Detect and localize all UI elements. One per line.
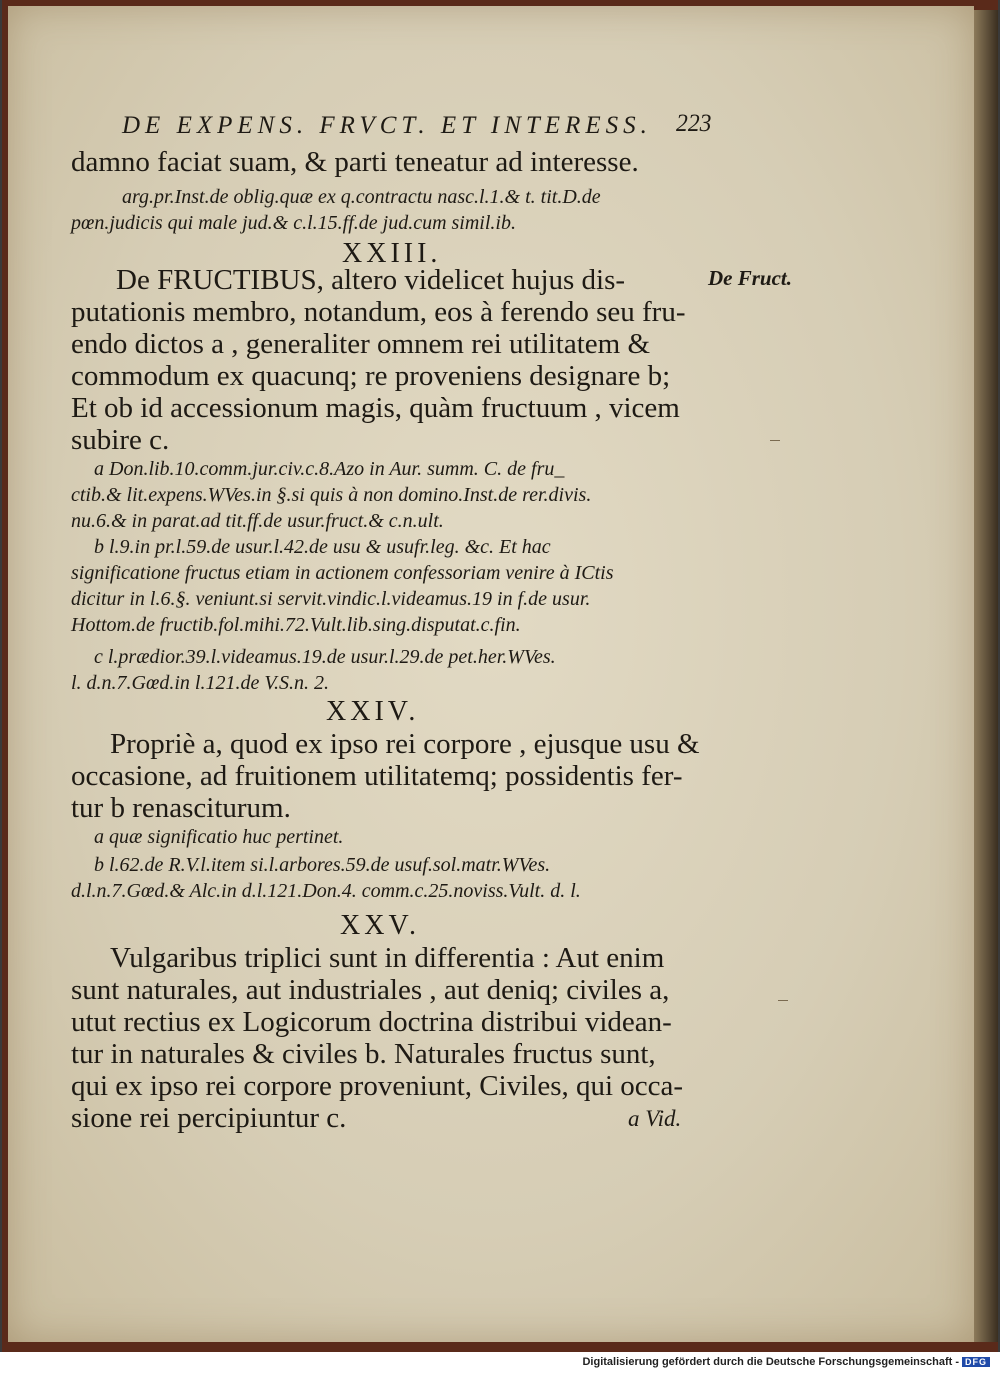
dfg-logo: DFG xyxy=(962,1357,990,1367)
margin-tick xyxy=(770,440,780,441)
text-line: tur in naturales & civiles b. Naturales fructus sunt, xyxy=(71,1038,656,1070)
text-line: Et ob id accessionum magis, quàm fructuum , vicem xyxy=(71,392,680,424)
note-line: b l.62.de R.V.l.item si.l.arbores.59.de usuf.sol.matr.WVes. xyxy=(94,854,551,876)
note-line: a Don.lib.10.comm.jur.civ.c.8.Azo in Aur. summ. C. de fru_ xyxy=(94,458,565,480)
text-line: subire c. xyxy=(71,424,170,456)
text-line: damno faciat suam, & parti teneatur ad interesse. xyxy=(71,146,639,178)
note-line: nu.6.& in parat.ad tit.ff.de usur.fruct.& c.n.ult. xyxy=(71,510,444,532)
text-line: endo dictos a , generaliter omnem rei utilitatem & xyxy=(71,328,651,360)
text-line: putationis membro, notandum, eos à ferendo seu fru- xyxy=(71,296,686,328)
note-line: b l.9.in pr.l.59.de usur.l.42.de usu & usufr.leg. &c. Et hac xyxy=(94,536,551,558)
margin-tick xyxy=(778,1000,788,1001)
text-line: sione rei percipiuntur c. xyxy=(71,1102,347,1134)
note-line: Hottom.de fructib.fol.mihi.72.Vult.lib.sing.disputat.c.fin. xyxy=(71,614,521,636)
text-line: qui ex ipso rei corpore proveniunt, Civiles, qui occa- xyxy=(71,1070,684,1102)
text-line: occasione, ad fruitionem utilitatemq; possidentis fer- xyxy=(71,760,683,792)
note-line: significatione fructus etiam in actionem confessoriam venire à ICtis xyxy=(71,562,614,584)
text-line: utut rectius ex Logicorum doctrina distribui videan- xyxy=(71,1006,672,1038)
text-line: Vulgaribus triplici sunt in differentia : Aut enim xyxy=(110,942,665,974)
note-line: arg.pr.Inst.de oblig.quæ ex q.contractu nasc.l.1.& t. tit.D.de xyxy=(122,186,601,208)
credit-text: Digitalisierung gefördert durch die Deutsche Forschungsgemeinschaft - xyxy=(582,1356,959,1368)
note-line: a quæ significatio huc pertinet. xyxy=(94,826,344,848)
text-line: Propriè a, quod ex ipso rei corpore , ejusque usu & xyxy=(110,728,700,760)
text-line: tur b renasciturum. xyxy=(71,792,291,824)
text-line: commodum ex quacunq; re proveniens designare b; xyxy=(71,360,671,392)
text-line: sunt naturales, aut industriales , aut deniq; civiles a, xyxy=(71,974,670,1006)
margin-note: De Fruct. xyxy=(708,266,792,290)
note-line: d.l.n.7.Gœd.& Alc.in d.l.121.Don.4. comm.c.25.noviss.Vult. d. l. xyxy=(71,880,581,902)
note-line: c l.prædior.39.l.videamus.19.de usur.l.29.de pet.her.WVes. xyxy=(94,646,556,668)
catchword: a Vid. xyxy=(628,1106,682,1131)
note-line: ctib.& lit.expens.WVes.in §.si quis à non domino.Inst.de rer.divis. xyxy=(71,484,592,506)
page-edge-shadow xyxy=(974,10,998,1342)
page-number: 223 xyxy=(676,110,712,137)
running-title: DE EXPENS. FRVCT. ET INTERESS. xyxy=(122,112,652,139)
digitization-credit xyxy=(582,1356,990,1368)
text-line: De FRUCTIBUS, altero videlicet hujus dis- xyxy=(116,264,626,296)
note-line: pœn.judicis qui male jud.& c.l.15.ff.de jud.cum simil.ib. xyxy=(71,212,516,234)
section-number: XXIV. xyxy=(326,696,420,727)
section-number: XXV. xyxy=(340,910,421,941)
section-number: XXIII. xyxy=(342,238,442,269)
note-line: dicitur in l.6.§. veniunt.si servit.vindic.l.videamus.19 in f.de usur. xyxy=(71,588,591,610)
note-line: l. d.n.7.Gœd.in l.121.de V.S.n. 2. xyxy=(71,672,329,694)
